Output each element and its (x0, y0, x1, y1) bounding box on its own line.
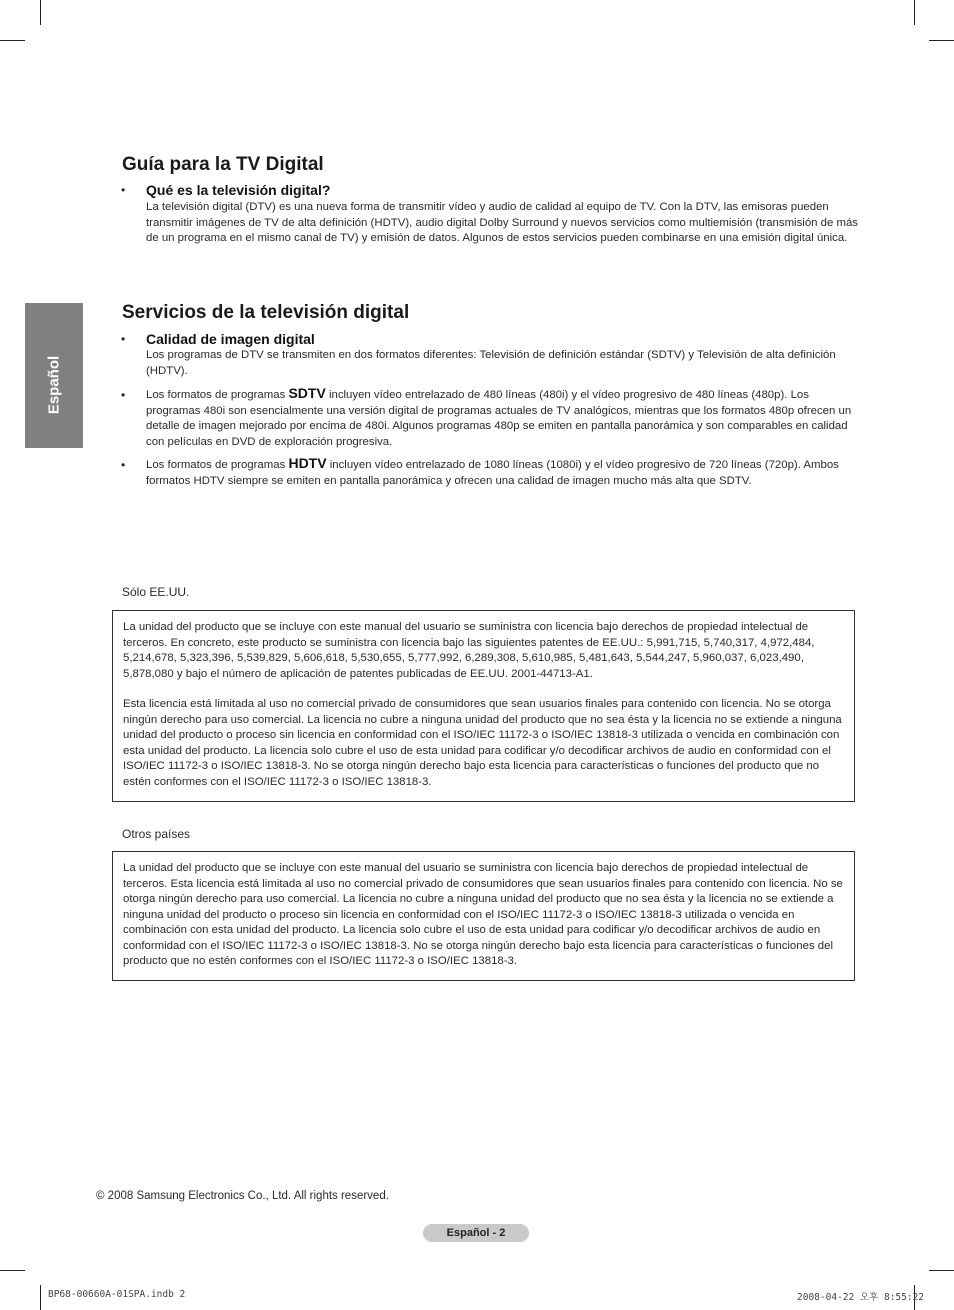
hdtv-prefix: Los formatos de programas (146, 459, 289, 471)
copyright-notice: © 2008 Samsung Electronics Co., Ltd. All rights reserved. (96, 1190, 389, 1202)
crop-mark (0, 1270, 25, 1271)
crop-mark (40, 0, 41, 25)
license-other-label: Otros países (122, 827, 191, 841)
license-us-paragraph-1: La unidad del producto que se incluye con este manual del usuario se suministra con licencia bajo derechos de propiedad intelectual de terceros. En concreto, este producto se suministra con licencia bajo las siguientes patentes de EE.UU.: 5,991,715, 5,740,317, 4,972,484, 5,214,678, 5,323,396, 5,539,829, 5,606,618, 5,530,655, 5,777,992, 6,289,308, 5,610,985, 5,481,643, 5,544,247, 5,960,037, 6,023,490, 5,878,080 y bajo el número de aplicación de patentes publicadas de EE.UU. 2001-44713-A1. (123, 621, 815, 680)
paragraph-hdtv (146, 456, 861, 489)
language-side-tab (25, 303, 83, 448)
paragraph-sdtv (146, 386, 861, 450)
subtitle-digital-image-quality: Calidad de imagen digital (146, 331, 315, 347)
license-us-paragraph-2: Esta licencia está limitada al uso no comercial privado de consumidores que sean usuarios finales para contenido con licencia. No se otorga ningún derecho para uso comercial. La licencia no cubre a ninguna unidad del producto que no sea ésta y la licencia no se extiende a ninguna unidad del producto o proceso sin licencia en conformidad con el ISO/IEC 11172-3 o ISO/IEC 13818-3 utilizada o vencida en combinación con esta unidad del producto. La licencia solo cubre el uso de esta unidad para codificar y/o decodificar archivos de audio en conformidad con el ISO/IEC 11172-3 o ISO/IEC 13818-3. No se otorga ningún derecho bajo esta licencia para características o funciones del producto que no estén conformes con el ISO/IEC 11172-3 o ISO/IEC 13818-3. (123, 698, 842, 788)
crop-mark (929, 40, 954, 41)
license-other-box (112, 851, 855, 981)
license-other-paragraph: La unidad del producto que se incluye con este manual del usuario se suministra con licencia bajo derechos de propiedad intelectual de terceros. Esta licencia está limitada al uso no comercial privado de consumidores que sean usuarios finales para contenido con licencia. No se otorga ningún derecho para uso comercial. La licencia no cubre a ninguna unidad del producto que no sea ésta y la licencia no se extiende a ninguna unidad del producto o proceso sin licencia en conformidad con el ISO/IEC 11172-3 o ISO/IEC 13818-3 utilizada o vencida en combinación con esta unidad del producto. La licencia solo cubre el uso de esta unidad para codificar y/o decodificar archivos de audio en conformidad con el ISO/IEC 11172-3 o ISO/IEC 13818-3. No se otorga ningún derecho bajo esta licencia para características o funciones del producto que no estén conformes con el ISO/IEC 11172-3 o ISO/IEC 13818-3. (123, 862, 843, 967)
subtitle-what-is-digital-tv: Qué es la televisión digital? (146, 182, 331, 198)
section-title-digital-tv-guide: Guía para la TV Digital (122, 154, 324, 175)
bullet: • (121, 332, 126, 346)
hdtv-description: incluyen vídeo entrelazado de 1080 líneas (1080i) y el vídeo progresivo de 720 líneas (720p). Ambos formatos HDTV siempre se emiten en pantalla panorámica y ofrecen una calidad de imagen mucho más alta que SDTV. (146, 459, 839, 487)
crop-mark (929, 1270, 954, 1271)
crop-mark (40, 1285, 41, 1310)
paragraph-digital-tv: La televisión digital (DTV) es una nueva forma de transmitir vídeo y audio de calidad al equipo de TV. Con la DTV, las emisoras pueden transmitir imágenes de TV de alta definición (HDTV), audio digital Dolby Surround y nuevos servicios como multiemisión (transmisión de más de un programa en el mismo canal de TV) y emisión de datos. Algunos de estos servicios pueden combinarse en una emisión digital única. (146, 201, 859, 244)
license-us-label: Sólo EE.UU. (122, 585, 190, 599)
sdtv-prefix: Los formatos de programas (146, 389, 289, 401)
section-title-digital-tv-services: Servicios de la televisión digital (122, 302, 410, 323)
crop-mark (914, 0, 915, 25)
print-timestamp: 2008-04-22 오후 8:55:22 (797, 1292, 925, 1303)
license-us-box (112, 610, 855, 802)
sdtv-term: SDTV (288, 385, 326, 401)
bullet: • (121, 183, 126, 197)
crop-mark (0, 40, 25, 41)
paragraph-image-quality: Los programas de DTV se transmiten en dos formatos diferentes: Televisión de definición estándar (SDTV) y Televisión de alta definición (HDTV). (146, 349, 836, 377)
bullet: • (121, 388, 126, 402)
page-number-badge: Español - 2 (423, 1224, 529, 1242)
print-file-info: BP68-00660A-01SPA.indb 2 (48, 1289, 186, 1300)
hdtv-term: HDTV (288, 455, 327, 471)
bullet: • (121, 458, 126, 472)
sdtv-description: incluyen vídeo entrelazado de 480 líneas (480i) y el vídeo progresivo de 480 líneas (480p). Los programas 480i son esencialmente una versión digital de programas actuales de TV analógicos, mientras que los formatos 480p ofrecen un detalle de imagen mejorado por encima de 480i. Algunos programas 480p se emiten en pantalla panorámica y son comparables en calidad con películas en DVD de exploración progresiva. (146, 389, 852, 448)
side-tab-label: Español (45, 355, 63, 415)
